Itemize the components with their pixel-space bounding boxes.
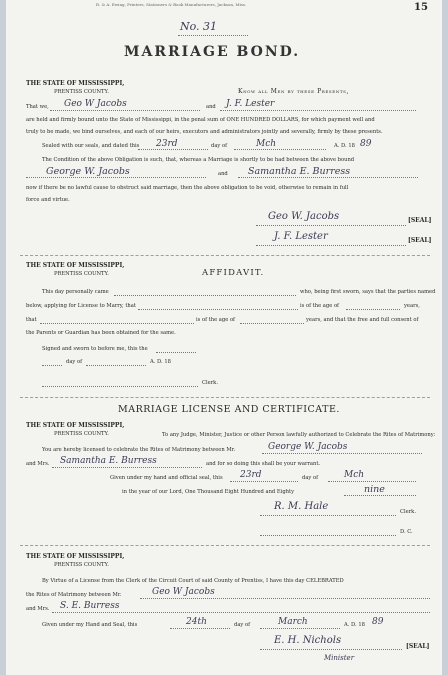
bond-bride: Samantha E. Burress xyxy=(248,166,351,177)
signature-principal: Geo W. Jacobs xyxy=(268,211,340,222)
license-year-word: nine xyxy=(364,484,385,495)
certificate-groom-line xyxy=(140,598,430,599)
bond-and: and xyxy=(206,104,216,110)
certificate-groom: Geo W Jacobs xyxy=(152,587,215,597)
bond-state: THE STATE OF MISSISSIPPI, xyxy=(26,80,125,87)
certificate-title-signature: Minister xyxy=(324,654,355,662)
sealed-year: 89 xyxy=(360,139,372,149)
marriage-bond-page xyxy=(6,0,442,675)
signature-principal-line xyxy=(256,225,406,226)
condition-line-2: now if there be no lawful cause to obstruct said marriage, then the above obligation to be void, otherwise to remain in full xyxy=(26,185,349,191)
license-bride: Samantha E. Burress xyxy=(60,456,157,466)
certificate-rites: the Rites of Matrimony between Mr. xyxy=(26,592,122,598)
license-day-line xyxy=(230,481,298,482)
license-clerk: Clerk. xyxy=(400,509,416,515)
bond-groom: George W. Jacobs xyxy=(46,166,130,177)
license-month-line xyxy=(328,481,416,482)
affidavit-line-2c: years, xyxy=(404,303,420,309)
sealed-ad: A. D. 18 xyxy=(334,143,355,149)
affidavit-ad: A. D. 18 xyxy=(150,359,171,365)
license-given-day: 23rd xyxy=(240,470,262,480)
certificate-bride-line xyxy=(52,612,430,613)
seal-mark-3: [SEAL] xyxy=(406,643,430,650)
license-dc-line xyxy=(260,535,396,536)
condition-prefix: The Condition of the above Obligation is such, that, whereas a Marriage is shortly to be had between the above bound xyxy=(42,157,355,163)
signature-surety: J. F. Lester xyxy=(274,231,328,242)
age2-line xyxy=(240,323,304,324)
license-day-of: day of xyxy=(302,475,319,481)
certificate-given: Given under my Hand and Seal, this xyxy=(42,622,138,628)
surety-line xyxy=(220,110,416,111)
bride-line xyxy=(238,177,418,178)
certificate-year: 89 xyxy=(372,617,384,627)
license-year-line: in the year of our Lord, One Thousand Eight Hundred and Eighty xyxy=(122,489,295,495)
certificate-day-line xyxy=(170,628,230,629)
license-and-mrs: and Mrs. xyxy=(26,461,50,467)
certificate-month-line xyxy=(260,628,340,629)
affidavit-clerk: Clerk. xyxy=(202,380,218,386)
affidavit-county: PRENTISS COUNTY. xyxy=(54,271,109,277)
affidavit-line-2b: is of the age of xyxy=(300,303,339,309)
affiant-name-line xyxy=(114,295,296,296)
certificate-state: THE STATE OF MISSISSIPPI, xyxy=(26,553,125,560)
page-number: 15 xyxy=(414,2,428,13)
affidavit-line-3a: that xyxy=(26,317,37,323)
seal-mark-2: [SEAL] xyxy=(408,237,432,244)
signature-surety-line xyxy=(256,245,406,246)
groom-line xyxy=(26,177,206,178)
license-groom-line xyxy=(262,453,422,454)
that-we: That we, xyxy=(26,104,49,110)
license-warrant: and for so doing this shall be your warrant. xyxy=(206,461,321,467)
sealed-prefix: Sealed with our seals, and dated this xyxy=(42,143,140,149)
section-rule-3 xyxy=(20,545,430,546)
printer-line: R. & A. Ewing, Printers, Stationers & Book Manufacturers, Jackson, Miss. xyxy=(96,2,247,7)
license-year-word-line xyxy=(344,495,416,496)
sealed-day-line xyxy=(138,149,208,150)
affidavit-sworn: Signed and sworn to before me, this the xyxy=(42,346,148,352)
certificate-given-month: March xyxy=(278,617,308,627)
bond-text-2: truly to be made, we bind ourselves, and each of our heirs, executors and administrators jointly and severally, firmly by these presents. xyxy=(26,129,383,135)
affidavit-line-1a: This day personally came xyxy=(42,289,109,295)
license-groom: George W. Jacobs xyxy=(268,442,348,452)
age1-line xyxy=(346,309,400,310)
certificate-day-of: day of xyxy=(234,622,251,628)
affidavit-state: THE STATE OF MISSISSIPPI, xyxy=(26,262,125,269)
certificate-line-1: By Virtue of a License from the Clerk of the Circuit Court of said County of Prentiss, I have this day CELEBRATED xyxy=(42,578,344,584)
condition-line-3: force and virtue. xyxy=(26,197,70,203)
bond-surety: J. F. Lester xyxy=(226,99,275,109)
sealed-month: Mch xyxy=(256,139,277,149)
applicant2-line xyxy=(40,323,194,324)
license-state: THE STATE OF MISSISSIPPI, xyxy=(26,422,125,429)
license-given-month: Mch xyxy=(344,470,365,480)
affidavit-line-2a: below, applying for License to Marry, that xyxy=(26,303,136,309)
bond-principal: Geo W Jacobs xyxy=(64,99,127,109)
sealed-month-line xyxy=(234,149,326,150)
bond-text-1: are held and firmly bound unto the State of Mississippi, in the penal sum of ONE HUNDRED DOLLARS, for which payment well and xyxy=(26,117,375,123)
certificate-county: PRENTISS COUNTY. xyxy=(54,562,109,568)
seal-mark-1: [SEAL] xyxy=(408,217,432,224)
section-rule-1 xyxy=(20,255,430,256)
affidavit-line-1b: who, being first sworn, says that the parties named xyxy=(300,289,436,295)
license-dc: D. C. xyxy=(400,529,413,535)
section-rule-2 xyxy=(20,397,430,398)
affidavit-line-3b: is of the age of xyxy=(196,317,235,323)
affidavit-title: AFFIDAVIT. xyxy=(202,268,265,278)
condition-and: and xyxy=(218,171,228,177)
bond-number-underline xyxy=(178,35,248,36)
bond-number: No. 31 xyxy=(180,20,218,33)
license-to-any: To any Judge, Minister, Justice or other Person lawfully authorized to Celebrate the Rites of Matrimony: xyxy=(162,432,436,438)
certificate-bride: S. E. Burress xyxy=(60,601,120,611)
license-given: Given under my hand and official seal, this xyxy=(110,475,223,481)
license-county: PRENTISS COUNTY. xyxy=(54,431,109,437)
affidavit-line-3c: years, and that the free and full consent of xyxy=(306,317,419,323)
bond-county: PRENTISS COUNTY. xyxy=(54,89,109,95)
affidavit-day-of: day of xyxy=(66,359,83,365)
sworn-day-line xyxy=(156,352,196,353)
principal-line xyxy=(50,110,200,111)
certificate-ad: A. D. 18 xyxy=(344,622,365,628)
sworn-month-line xyxy=(86,365,146,366)
affidavit-line-4: the Parents or Guardian has been obtained for the same. xyxy=(26,330,176,336)
bond-title: MARRIAGE BOND. xyxy=(124,44,301,60)
applicant1-line xyxy=(138,309,298,310)
license-title: MARRIAGE LICENSE AND CERTIFICATE. xyxy=(118,404,340,415)
license-bride-line xyxy=(52,467,202,468)
certificate-given-day: 24th xyxy=(186,617,207,627)
affidavit-clerk-line xyxy=(42,386,198,387)
sworn-day2-line xyxy=(42,365,62,366)
certificate-officiant: E. H. Nichols xyxy=(274,635,342,646)
license-clerk-line xyxy=(260,515,396,516)
license-hereby: You are hereby licensed to celebrate the Rites of Matrimony between Mr. xyxy=(42,447,236,453)
license-clerk-signature: R. M. Hale xyxy=(274,501,329,512)
sealed-day: 23rd xyxy=(156,139,178,149)
sealed-day-of: day of xyxy=(211,143,228,149)
certificate-officiant-line xyxy=(260,649,402,650)
certificate-and-mrs: and Mrs. xyxy=(26,606,50,612)
know-all-men: Know all Men by these Presents, xyxy=(238,88,349,95)
